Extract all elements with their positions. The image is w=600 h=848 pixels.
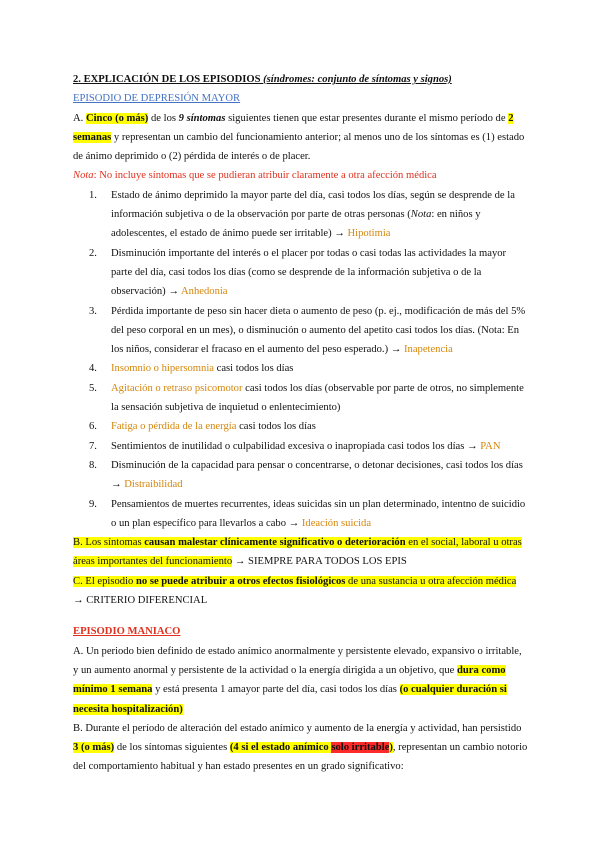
symptom-tag: Inapetencia (404, 344, 453, 356)
section-title: 2. EXPLICACIÓN DE LOS EPISODIOS (síndromes: conjunto de síntomas y signos) (73, 74, 452, 85)
symptom-tag: Insomnio o hipersomnia (111, 363, 214, 375)
list-item: 8. Disminución de la capacidad para pensar o concentrarse, o detonar decisiones, casi todos los días → Distraibilidad (89, 459, 523, 491)
list-item: 7. Sentimientos de inutilidad o culpabilidad excesiva o inapropiada casi todos los días → PAN (89, 440, 501, 452)
list-item: 4. Insomnio o hipersomnia casi todos los días (89, 363, 294, 375)
list-item: 5. Agitación o retraso psicomotor casi todos los días (observable por parte de otros, no simplemente la sensación subjetiva de inquietud o enlentecimiento) (89, 382, 524, 414)
depression-criterion-b: B. Los síntomas causan malestar clínicamente significativo o deterioración en el social, laboral u otras áreas importantes del funcionamiento → SIEMPRE PARA TODOS LOS EPIS (73, 537, 522, 568)
symptom-tag: Distraibilidad (124, 479, 183, 491)
symptom-tag: Anhedonia (181, 286, 228, 298)
manic-heading: EPISODIO MANIACO (73, 626, 181, 638)
highlight-two-weeks: 2 semanas (73, 112, 514, 143)
symptom-tag: Ideación suicida (301, 517, 372, 529)
manic-criterion-b: B. Durante el período de alteración del estado anímico y aumento de la energía y actividad, han persistido 3 (o más) de los síntomas siguientes (4 si el estado anímico solo irritable), representan un cambio notorio del comportamiento habitual y han estado presentes en un grado significativo: (73, 722, 528, 773)
symptom-tag: Fatiga o pérdida de la energía (111, 421, 237, 433)
document-content (73, 70, 528, 777)
section-spacer (73, 610, 528, 622)
list-item: 2. Disminución importante del interés o el placer por todas o casi todas las actividades la mayor parte del día, casi todos los días (como se desprende de la información subjetiva o de la observación) → Anhedonia (89, 247, 507, 298)
manic-criterion-a: A. Un periodo bien definido de estado anímico anormalmente y persistente elevado, expansivo o irritable, y un aumento anormal y persistente de la actividad o la energía dirigida a un objetivo, que dura como mínimo 1 semana y está presenta 1 amayor parte del día, casi todos los días (o cualquier duración si necesita hospitalización) (73, 645, 522, 715)
list-item: 3. Pérdida importante de peso sin hacer dieta o aumento de peso (p. ej., modificación de más del 5% del peso corporal en un mes), o disminución o aumento del apetito casi todos los días. (Nota: En los niños, considerar el fracaso en el aumento del peso esperado.) → Inapetencia (89, 305, 526, 356)
list-item: 1. Estado de ánimo deprimido la mayor parte del día, casi todos los días, según se desprende de la información subjetiva o de la observación por parte de otras personas (Nota: en niños y adolescentes, el estado de ánimo puede ser irritable) → Hipotimia (89, 189, 515, 240)
nine-symptoms: 9 síntomas (178, 112, 226, 124)
depression-criterion-c: C. El episodio no se puede atribuir a otros efectos fisiológicos de una sustancia u otra afección médica → CRITERIO DIFERENCIAL (73, 575, 517, 607)
list-item: 6. Fatiga o pérdida de la energía casi todos los días (89, 421, 316, 433)
depression-heading: EPISODIO DE DEPRESIÓN MAYOR (73, 93, 241, 105)
depression-note: Nota: No incluye síntomas que se pudieran atribuir claramente a otra afección médica (73, 170, 437, 182)
symptom-tag: Agitación o retraso psicomotor (111, 382, 243, 394)
section-subtitle: (síndromes: conjunto de síntomas y signos) (263, 74, 452, 85)
depression-criterion-a: A. Cinco (o más) de los 9 síntomas siguientes tienen que estar presentes durante el mismo período de 2 semanas y representan un cambio del funcionamiento anterior; al menos uno de los síntomas es (1) estado de ánimo deprimido o (2) pérdida de interés o de placer. (73, 112, 525, 163)
symptom-tag: Hipotimia (347, 228, 391, 240)
depression-symptom-list (73, 186, 528, 533)
list-item: 9. Pensamientos de muertes recurrentes, ideas suicidas sin un plan determinado, intentno de suicidio o un plan específico para llevarlos a cabo → Ideación suicida (89, 498, 526, 529)
highlight-five-or-more: Cinco (o más) (85, 112, 149, 124)
symptom-tag: PAN (480, 440, 501, 452)
